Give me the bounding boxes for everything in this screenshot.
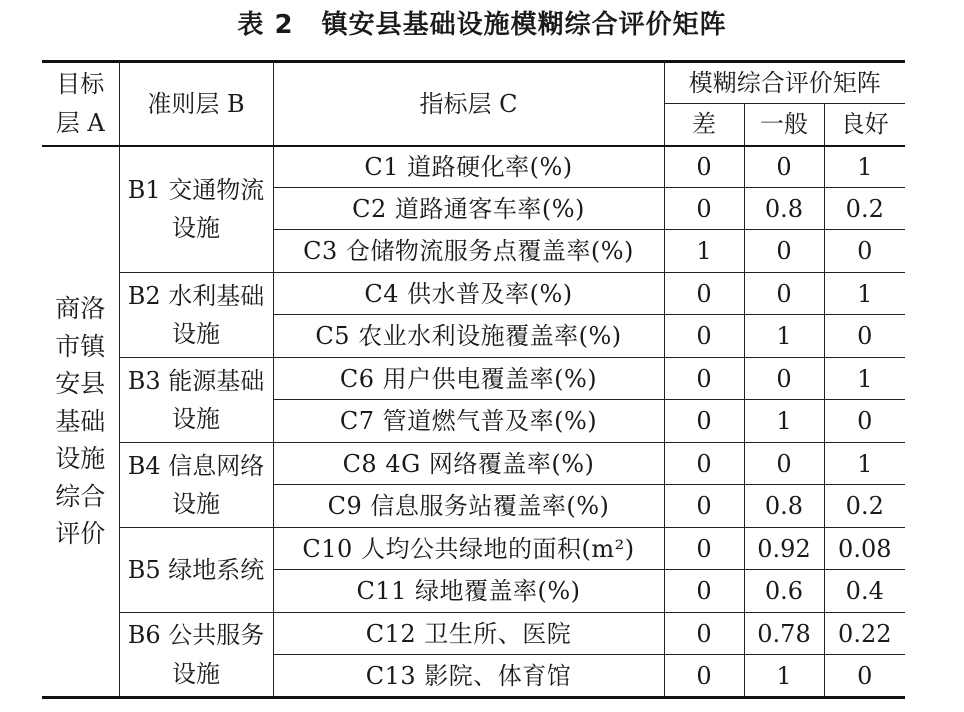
indicator-cell: C4 供水普及率(%) xyxy=(273,273,664,315)
value-poor: 0 xyxy=(664,570,744,613)
value-good: 1 xyxy=(824,358,905,400)
value-average: 0 xyxy=(744,146,824,188)
value-good: 0 xyxy=(824,315,905,358)
indicator-cell: C7 管道燃气普及率(%) xyxy=(273,400,664,443)
value-good: 0 xyxy=(824,400,905,443)
value-poor: 0 xyxy=(664,655,744,698)
header-level-good: 良好 xyxy=(824,104,905,146)
indicator-cell: C1 道路硬化率(%) xyxy=(273,146,664,188)
header-level-poor: 差 xyxy=(664,104,744,146)
indicator-cell: C6 用户供电覆盖率(%) xyxy=(273,358,664,400)
header-criteria-layer: 准则层 B xyxy=(119,62,273,146)
value-good: 1 xyxy=(824,443,905,485)
value-good: 0.08 xyxy=(824,528,905,570)
value-good: 0.4 xyxy=(824,570,905,613)
indicator-cell: C13 影院、体育馆 xyxy=(273,655,664,698)
table-title: 镇安县基础设施模糊综合评价矩阵 xyxy=(321,10,727,40)
table-row xyxy=(42,358,905,400)
value-average: 0.8 xyxy=(744,485,824,528)
criteria-cell: B3 能源基础设施 xyxy=(119,358,273,443)
value-poor: 0 xyxy=(664,315,744,358)
table-row xyxy=(42,146,905,188)
value-good: 1 xyxy=(824,273,905,315)
header-matrix-title: 模糊综合评价矩阵 xyxy=(664,62,905,104)
indicator-cell: C5 农业水利设施覆盖率(%) xyxy=(273,315,664,358)
criteria-cell: B5 绿地系统 xyxy=(119,528,273,613)
value-good: 0 xyxy=(824,655,905,698)
value-poor: 0 xyxy=(664,400,744,443)
value-poor: 0 xyxy=(664,188,744,230)
header-level-average: 一般 xyxy=(744,104,824,146)
value-poor: 0 xyxy=(664,358,744,400)
value-poor: 0 xyxy=(664,146,744,188)
value-average: 1 xyxy=(744,655,824,698)
value-poor: 0 xyxy=(664,485,744,528)
value-poor: 0 xyxy=(664,613,744,655)
table-row xyxy=(42,528,905,570)
value-poor: 1 xyxy=(664,230,744,273)
indicator-cell: C9 信息服务站覆盖率(%) xyxy=(273,485,664,528)
criteria-cell: B4 信息网络设施 xyxy=(119,443,273,528)
header-indicator-layer: 指标层 C xyxy=(273,62,664,146)
indicator-cell: C11 绿地覆盖率(%) xyxy=(273,570,664,613)
header-goal-layer: 目标层 A xyxy=(42,62,119,146)
value-poor: 0 xyxy=(664,443,744,485)
table-row xyxy=(42,443,905,485)
value-good: 1 xyxy=(824,146,905,188)
criteria-cell: B1 交通物流设施 xyxy=(119,146,273,273)
criteria-cell: B6 公共服务设施 xyxy=(119,613,273,698)
indicator-cell: C10 人均公共绿地的面积(m²) xyxy=(273,528,664,570)
table-number: 表 2 xyxy=(237,10,294,40)
value-poor: 0 xyxy=(664,273,744,315)
criteria-cell: B2 水利基础设施 xyxy=(119,273,273,358)
indicator-cell: C3 仓储物流服务点覆盖率(%) xyxy=(273,230,664,273)
value-good: 0.22 xyxy=(824,613,905,655)
value-average: 0 xyxy=(744,230,824,273)
value-good: 0.2 xyxy=(824,485,905,528)
value-average: 0.8 xyxy=(744,188,824,230)
value-good: 0 xyxy=(824,230,905,273)
value-average: 0.78 xyxy=(744,613,824,655)
value-average: 0 xyxy=(744,273,824,315)
value-good: 0.2 xyxy=(824,188,905,230)
value-poor: 0 xyxy=(664,528,744,570)
value-average: 0 xyxy=(744,443,824,485)
table-caption xyxy=(0,0,964,50)
value-average: 0.6 xyxy=(744,570,824,613)
value-average: 0 xyxy=(744,358,824,400)
value-average: 0.92 xyxy=(744,528,824,570)
table-row xyxy=(42,273,905,315)
indicator-cell: C2 道路通客车率(%) xyxy=(273,188,664,230)
value-average: 1 xyxy=(744,315,824,358)
fuzzy-evaluation-matrix-table xyxy=(42,60,905,699)
indicator-cell: C12 卫生所、医院 xyxy=(273,613,664,655)
value-average: 1 xyxy=(744,400,824,443)
table-row xyxy=(42,613,905,655)
goal-cell: 商洛市镇安县基础设施综合评价 xyxy=(42,146,119,698)
indicator-cell: C8 4G 网络覆盖率(%) xyxy=(273,443,664,485)
